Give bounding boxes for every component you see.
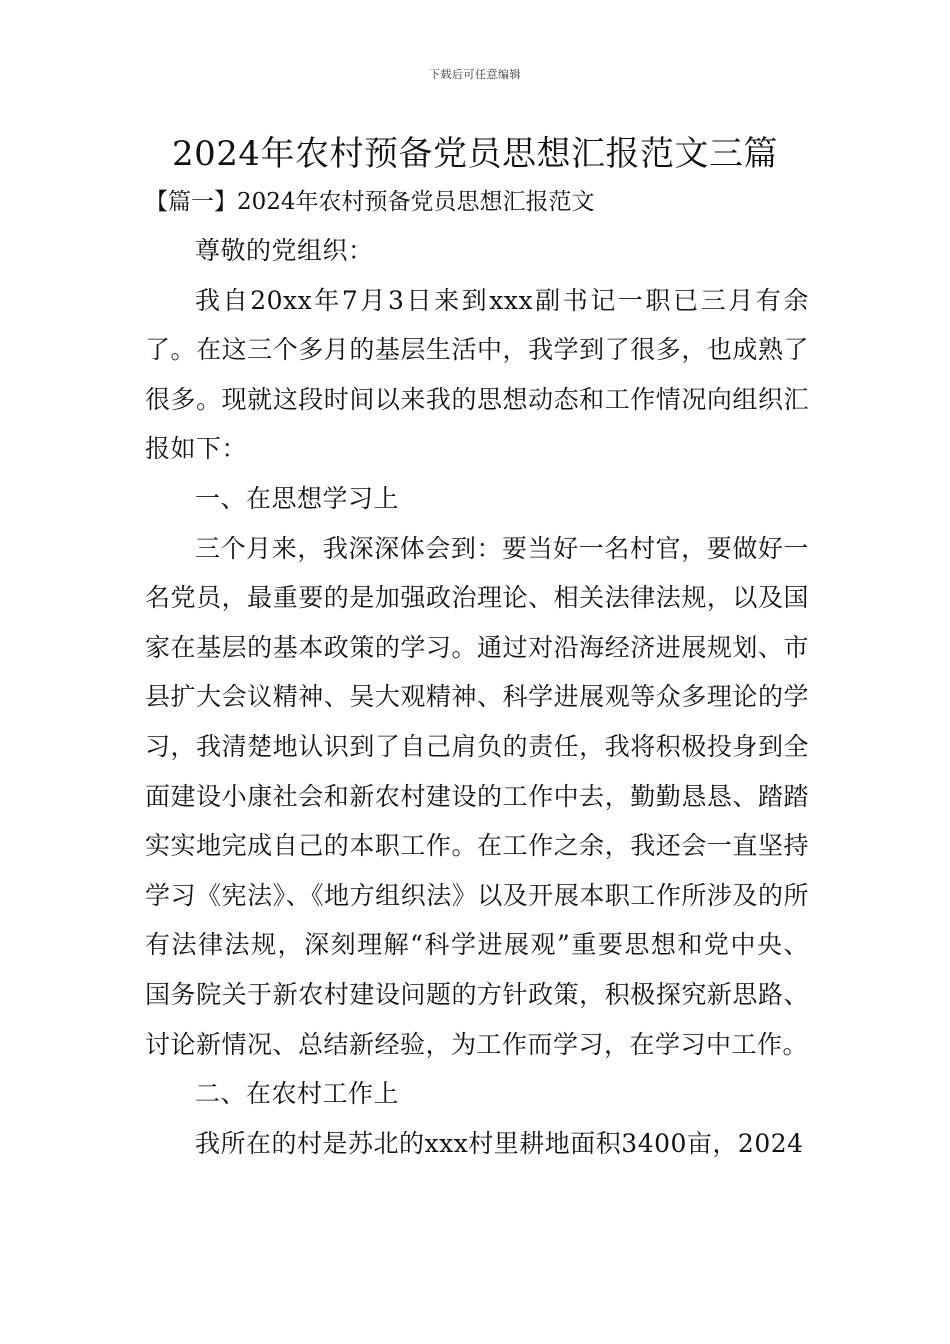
header-note: 下载后可任意编辑	[429, 68, 521, 81]
rural-work-paragraph: 我所在的村是苏北的xxx村里耕地面积3400亩，2024	[195, 1128, 804, 1158]
intro-paragraph: 我自20xx年7月3日来到xxx副书记一职已三月有余了。在这三个多月的基层生活中，我学到了很多，也成熟了很多。现就这段时间以来我的思想动态和工作情况向组织汇报如下：	[145, 285, 809, 464]
thought-study-paragraph: 三个月来，我深深体会到：要当好一名村官，要做好一名党员，最重要的是加强政治理论、相关法律法规，以及国家在基层的基本政策的学习。通过对沿海经济进展规划、市县扩大会议精神、吴大观精神、科学进展观等众多理论的学习，我清楚地认识到了自己肩负的责任，我将积极投身到全面建设小康社会和新农村建设的工作中去，勤勤恳恳、踏踏实实地完成自己的本职工作。在工作之余，我还会一直坚持学习《宪法》、《地方组织法》以及开展本职工作所涉及的所有法律法规，深刻理解“科学进展观”重要思想和党中央、国务院关于新农村建设问题的方针政策，积极探究新思路、讨论新情况、总结新经验，为工作而学习，在学习中工作。	[145, 533, 809, 1059]
document-title: 2024年农村预备党员思想汇报范文三篇	[171, 134, 779, 174]
subheading-thought-study: 一、在思想学习上	[195, 483, 400, 513]
section-heading: 【篇一】2024年农村预备党员思想汇报范文	[145, 189, 595, 215]
subheading-rural-work: 二、在农村工作上	[195, 1079, 400, 1109]
salutation-paragraph: 尊敬的党组织：	[195, 236, 374, 265]
document-body	[145, 226, 809, 1168]
